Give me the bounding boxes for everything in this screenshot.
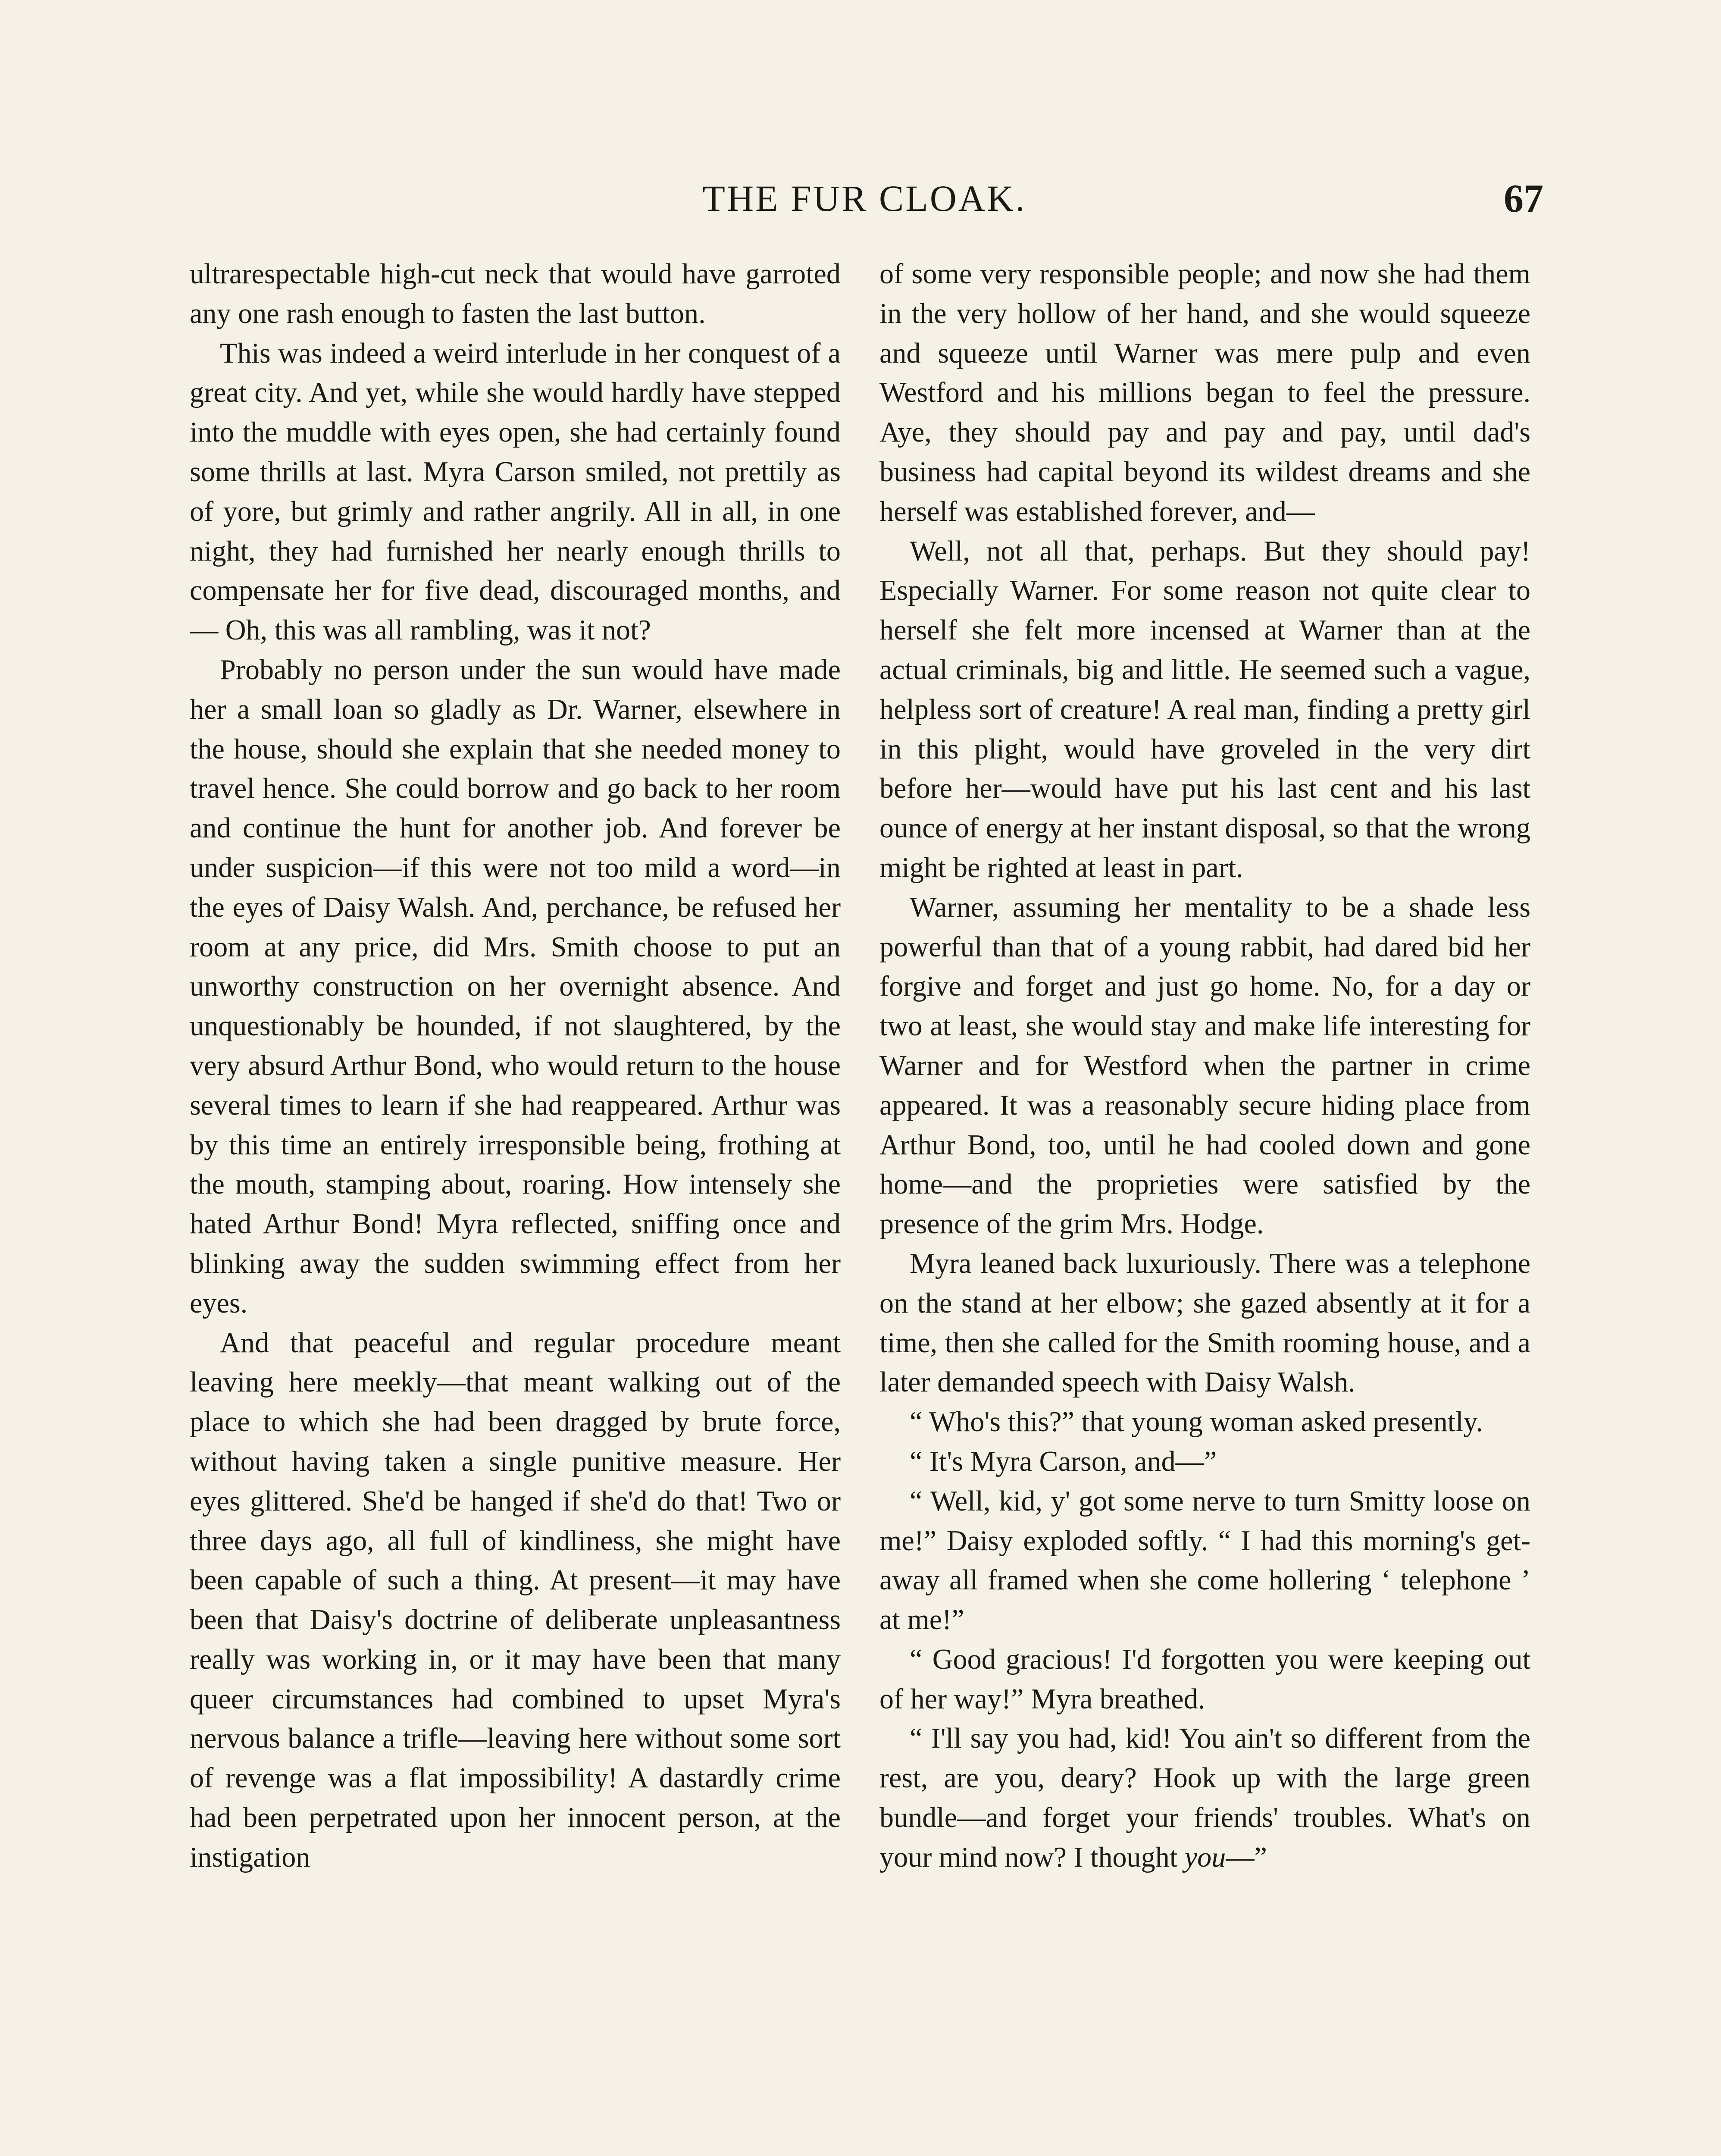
paragraph: Well, not all that, perhaps. But they should pay! Especially Warner. For some reason not quite clear to herself she felt more incensed at Warner than at the actual criminals, big and little. He seemed such a vague, helpless sort of creature! A real man, finding a pretty girl in this plight, would have groveled in the very dirt before her—would have put his last cent and his last ounce of energy at her instant disposal, so that the wrong might be righted at least in part. (879, 535, 1530, 884)
paragraph: Probably no person under the sun would have made her a small loan so gladly as Dr. Warner, elsewhere in the house, should she explain that she needed money to travel hence. She could borrow and go back to her room and continue the hunt for another job. And forever be under suspicion—if this were not too mild a word—in the eyes of Daisy Walsh. And, perchance, be refused her room at any price, did Mrs. Smith choose to put an unworthy construction on her overnight absence. And unquestionably be hounded, if not slaughtered, by the very absurd Arthur Bond, who would return to the house several times to learn if she had reappeared. Arthur was by this time an entirely irresponsible being, frothing at the mouth, stamping about, roaring. How intensely she hated Arthur Bond! Myra reflected, sniffing once and blinking away the sudden swimming effect from her eyes. (190, 654, 841, 1319)
running-title: THE FUR CLOAK. (702, 178, 1026, 219)
paragraph: “ Good gracious! I'd forgotten you were keeping out of her way!” Myra breathed. (879, 1643, 1530, 1715)
paragraph: This was indeed a weird interlude in her conquest of a great city. And yet, while she would hardly have stepped into the muddle with eyes open, she had certainly found some thrills at last. Myra Carson smiled, not prettily as of yore, but grimly and rather angrily. All in all, in one night, they had furnished her nearly enough thrills to compensate her for five dead, discouraged months, and— Oh, this was all rambling, was it not? (190, 337, 841, 646)
emphasis-text: you (1184, 1841, 1226, 1873)
paragraph: “ It's Myra Carson, and—” (910, 1445, 1217, 1477)
paragraph: ultrarespectable high-cut neck that would have garroted any one rash enough to fasten the last button. (190, 258, 841, 329)
page-header (190, 172, 1543, 224)
paragraph: And that peaceful and regular procedure meant leaving here meekly—that meant walking out of the place to which she had been dragged by brute force, without having taken a single punitive measure. Her eyes glittered. She'd be hanged if she'd do that! Two or three days ago, all full of kindliness, she might have been capable of such a thing. At present—it may have been that Daisy's doctrine of deliberate unpleasantness really was working in, or it may have been that many queer circumstances had combined to upset Myra's nervous balance a trifle—leaving here without some sort of revenge was a flat impossibility! A dastardly crime had been perpetrated upon her innocent person, at the instigation (190, 1327, 841, 1873)
paragraph: “ Well, kid, y' got some nerve to turn Smitty loose on me!” Daisy exploded softly. “ I had this morning's get-away all framed when she come hollering ‘ telephone ’ at me!” (879, 1485, 1530, 1636)
paragraph-text: “ I'll say you had, kid! You ain't so different from the rest, are you, deary? Hook up with the large green bundle—and forget your friends' troubles. What's on your mind now? I thought (879, 1723, 1530, 1873)
page-number: 67 (1504, 176, 1543, 220)
paragraph (879, 1719, 1530, 1877)
paragraph: Myra leaned back luxuriously. There was a telephone on the stand at her elbow; she gazed absently at it for a time, then she called for the Smith rooming house, and a later demanded speech with Daisy Walsh. (879, 1247, 1530, 1398)
paragraph: of some very responsible people; and now she had them in the very hollow of her hand, and she would squeeze and squeeze until Warner was mere pulp and even Westford and his millions began to feel the pressure. Aye, they should pay and pay and pay, until dad's business had capital beyond its wildest dreams and she herself was established forever, and— (879, 258, 1530, 527)
paragraph: “ Who's this?” that young woman asked presently. (910, 1406, 1483, 1438)
paragraph-text: —” (1226, 1841, 1267, 1873)
right-column (879, 254, 1530, 2156)
paragraph: Warner, assuming her mentality to be a shade less powerful than that of a young rabbit, had dared bid her forgive and forget and just go home. No, for a day or two at least, she would stay and make life interesting for Warner and for Westford when the partner in crime appeared. It was a reasonably secure hiding place from Arthur Bond, too, until he had cooled down and gone home—and the proprieties were satisfied by the presence of the grim Mrs. Hodge. (879, 891, 1530, 1240)
left-column (190, 254, 841, 2156)
